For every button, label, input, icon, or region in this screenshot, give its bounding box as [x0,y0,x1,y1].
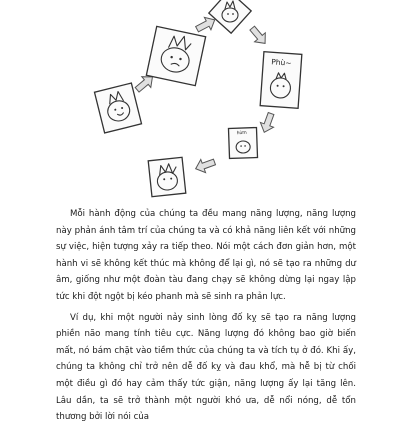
arrow-left-icon [193,155,217,175]
paragraph-2: Ví dụ, khi một người nảy sinh lòng đố kỵ sẽ tạo ra năng lượng phiền não mang tính tiêu cực. Năng lượng đó không bao giờ biến mất, nó bám chặt vào tiềm thức của chúng ta và tích tụ ở đó. Khi ấy, chúng ta không chỉ trở nên dễ đố kỵ và đau khổ, mà hễ bị từ chối một điều gì đó hay cảm thấy tức giận, năng lượng ấy lại tăng lên. Lâu dần, ta sẽ trở thành một người khó ưa, dễ nổi nóng, dễ tổn thương bởi lời nói của [56,312,356,423]
card-4-label: Phù~ [270,57,292,68]
card-5-label: hừm [236,130,247,137]
card-5 [228,128,257,159]
card-4 [260,52,302,109]
paragraph-1: Mỗi hành động của chúng ta đều mang năng lượng, năng lượng này phản ánh tâm trí của chúng ta và có khả năng liên kết với những sự việc, hiện tượng xảy ra tiếp theo. Nói một cách đơn giản hơn, một hành vi sẽ không kết thúc mà không để lại gì, nó sẽ tạo ra những dư âm, giống như một đoàn tàu đang chạy sẽ không dừng lại ngay lập tức khi đột ngột bị kéo phanh mà sẽ sinh ra phản lực. [56,209,356,302]
card-6 [148,157,186,196]
card-2 [146,26,205,85]
arrow-down-left-icon [258,111,278,135]
arrow-down-right-icon [247,24,271,48]
card-3 [209,0,251,33]
card-1 [94,83,141,133]
cycle-illustration [0,0,400,200]
body-text [56,206,356,430]
